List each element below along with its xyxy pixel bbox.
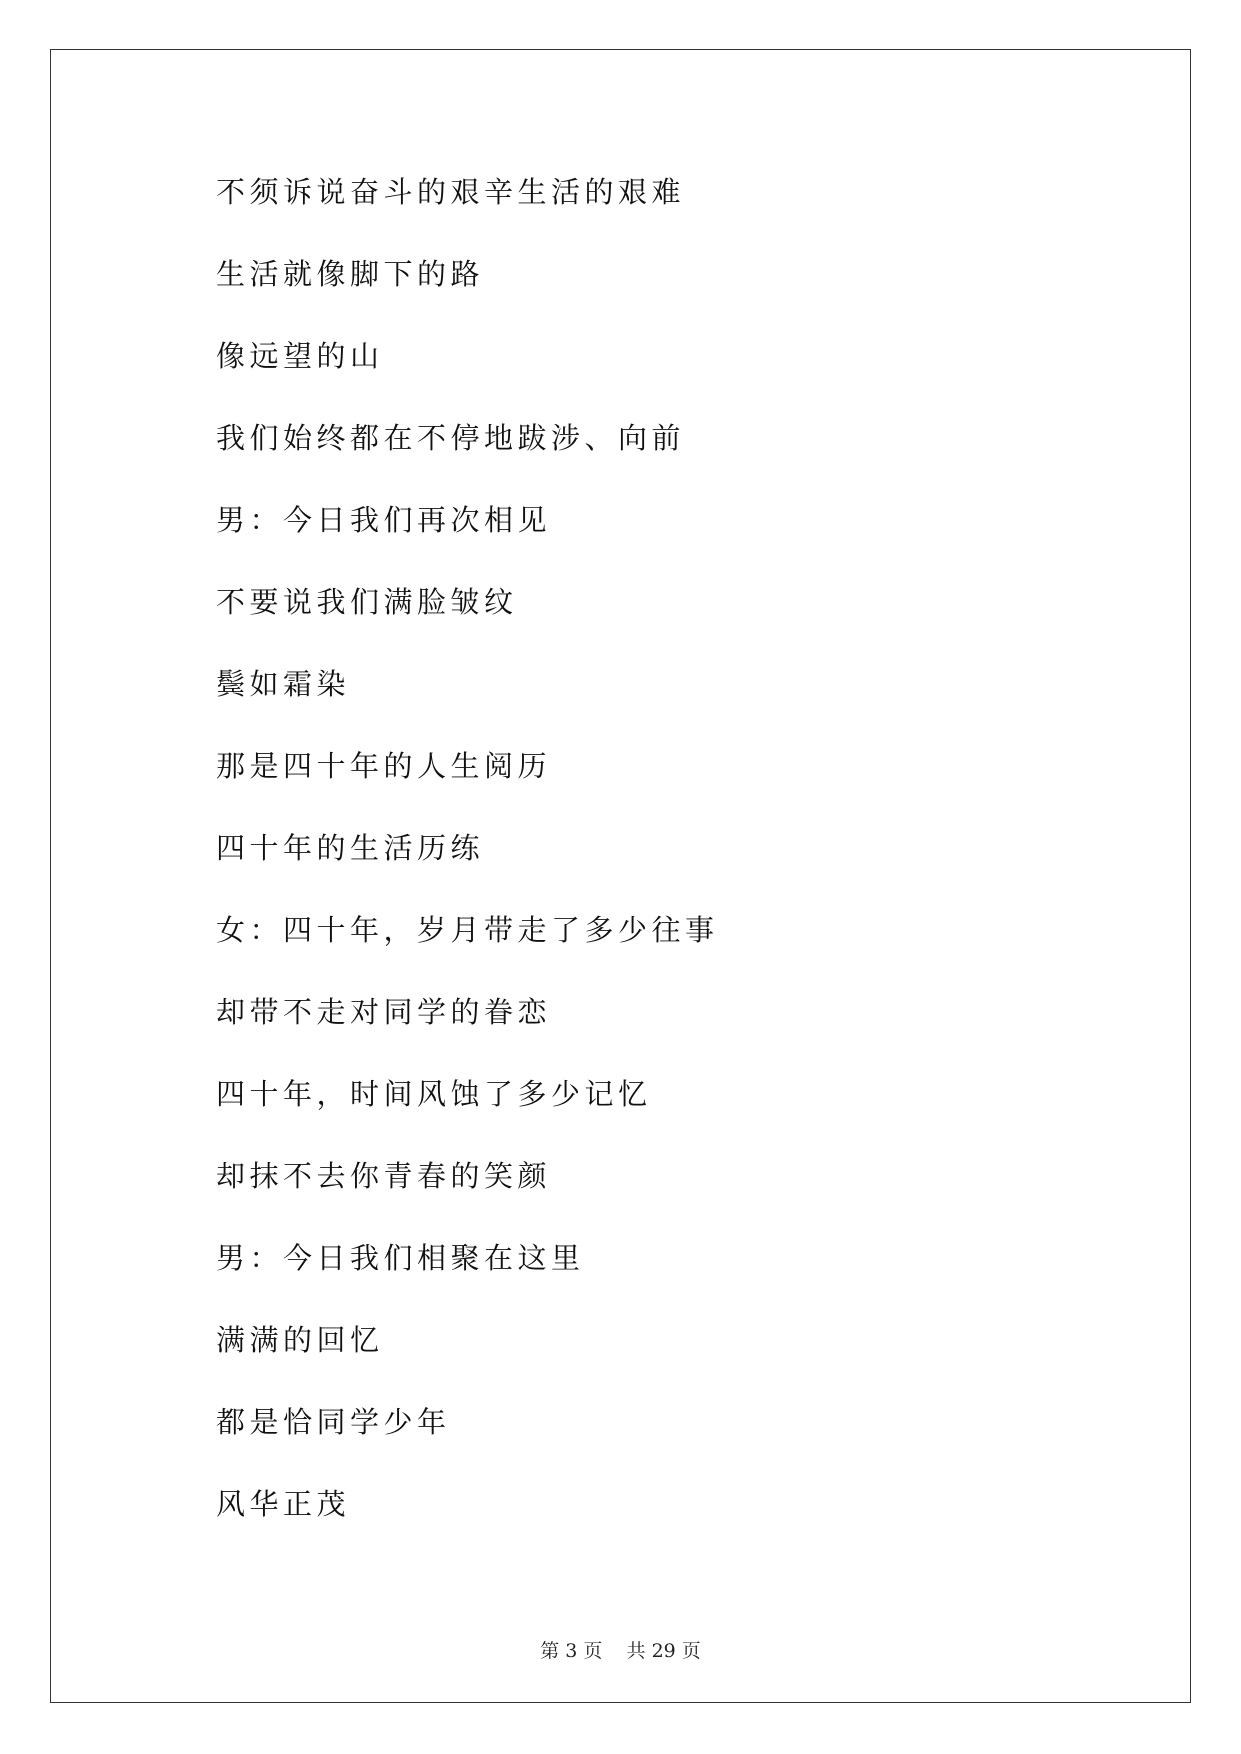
text-line: 却抹不去你青春的笑颜: [216, 1159, 552, 1193]
text-body: [216, 172, 719, 1566]
text-line: 男：今日我们相聚在这里: [216, 1241, 585, 1275]
text-line: 男：今日我们再次相见: [216, 503, 552, 537]
text-line: 风华正茂: [216, 1487, 351, 1521]
page-number-footer: 第 3 页 共 29 页: [540, 1640, 701, 1662]
text-line: 那是四十年的人生阅历: [216, 749, 552, 783]
text-line: 像远望的山: [216, 339, 384, 373]
text-line: 却带不走对同学的眷恋: [216, 995, 552, 1029]
text-line: 我们始终都在不停地跋涉、向前: [216, 421, 686, 455]
text-line: 鬓如霜染: [216, 667, 351, 701]
text-line: 生活就像脚下的路: [216, 257, 485, 291]
text-line: 不须诉说奋斗的艰辛生活的艰难: [216, 175, 686, 209]
text-line: 不要说我们满脸皱纹: [216, 585, 518, 619]
text-line: 女：四十年，岁月带走了多少往事: [216, 913, 719, 947]
text-line: 四十年的生活历练: [216, 831, 485, 865]
text-line: 满满的回忆: [216, 1323, 384, 1357]
text-line: 都是恰同学少年: [216, 1405, 451, 1439]
text-line: 四十年，时间风蚀了多少记忆: [216, 1077, 652, 1111]
